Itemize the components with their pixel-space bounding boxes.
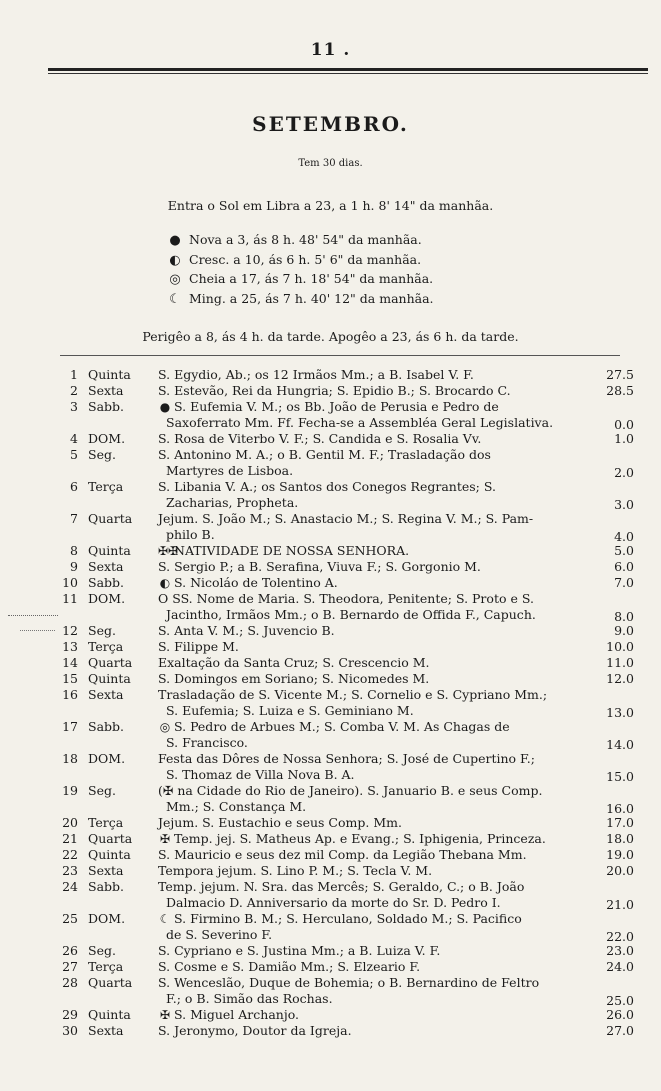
weekday: Seg.	[88, 623, 116, 638]
calendar-row	[0, 447, 661, 479]
weekday: Quarta	[88, 511, 133, 526]
calendar-days	[0, 367, 661, 1039]
description-line	[158, 431, 594, 447]
description-text: S. Estevão, Rei da Hungria; S. Epidio B.; S. Brocardo C.	[158, 383, 511, 398]
description-line	[158, 591, 594, 607]
description-text: Tempora jejum. S. Lino P. M.; S. Tecla V. M.	[158, 863, 433, 878]
calendar-row	[0, 831, 661, 847]
weekday: Quarta	[88, 975, 133, 990]
calendar-row	[0, 543, 661, 559]
description-line	[158, 543, 594, 559]
description-line	[158, 1023, 594, 1039]
day-number: 16	[62, 687, 78, 702]
description-line	[158, 575, 594, 591]
day-number: 19	[62, 783, 78, 798]
moon-age-value: 14.0	[606, 737, 634, 752]
day-number: 1	[70, 367, 78, 382]
description-line	[158, 927, 594, 943]
moon-age-value: 10.0	[606, 639, 634, 654]
day-number: 29	[62, 1007, 78, 1022]
calendar-row	[0, 559, 661, 575]
description-text: S. Egydio, Ab.; os 12 Irmãos Mm.; a B. Isabel V. F.	[158, 367, 474, 382]
weekday: Sexta	[88, 559, 124, 574]
weekday: Sexta	[88, 863, 124, 878]
day-number: 6	[70, 479, 78, 494]
moon-age-value: 7.0	[614, 575, 634, 590]
description-text: S. Sergio P.; a B. Serafina, Viuva F.; S. Gorgonio M.	[158, 559, 481, 574]
day-number: 7	[70, 511, 78, 526]
description-line	[158, 991, 594, 1007]
weekday: Sexta	[88, 383, 124, 398]
description-line	[158, 639, 594, 655]
description-line	[158, 687, 594, 703]
calendar-row	[0, 479, 661, 511]
saints-description	[158, 623, 594, 639]
description-text: Temp. jejum. N. Sra. das Mercês; S. Geraldo, C.; o B. João	[158, 879, 525, 894]
day-number: 17	[62, 719, 78, 734]
description-line	[158, 527, 594, 543]
calendar-row	[0, 655, 661, 671]
description-text: S. Miguel Archanjo.	[174, 1007, 299, 1022]
calendar-row	[0, 1023, 661, 1039]
day-number: 20	[62, 815, 78, 830]
saints-description	[158, 831, 594, 847]
saints-description	[158, 1007, 594, 1023]
weekday: Terça	[88, 815, 124, 830]
description-text: S. Firmino B. M.; S. Herculano, Soldado M.; S. Pacifico	[174, 911, 522, 926]
saints-description	[158, 559, 594, 575]
calendar-row	[0, 383, 661, 399]
moon-age-value: 8.0	[614, 609, 634, 624]
weekday: Quarta	[88, 655, 133, 670]
moon-age-value: 6.0	[614, 559, 634, 574]
saints-description	[158, 975, 594, 1007]
description-text: S. Francisco.	[166, 735, 248, 750]
description-line	[158, 367, 594, 383]
full-moon-icon: ◎	[169, 272, 181, 287]
weekday: Seg.	[88, 447, 116, 462]
description-text: philo B.	[166, 527, 215, 542]
description-text: S. Thomaz de Villa Nova B. A.	[166, 767, 355, 782]
weekday: Quinta	[88, 1007, 131, 1022]
description-line	[158, 975, 594, 991]
day-number: 5	[70, 447, 78, 462]
description-text: S. Mauricio e seus dez mil Comp. da Legião Thebana Mm.	[158, 847, 527, 862]
description-text: S. Libania V. A.; os Santos dos Conegos Regrantes; S.	[158, 479, 496, 494]
moon-age-value: 25.0	[606, 993, 634, 1008]
calendar-row	[0, 847, 661, 863]
saints-description	[158, 911, 594, 943]
description-line	[158, 895, 594, 911]
description-text: S. Anta V. M.; S. Juvencio B.	[158, 623, 335, 638]
calendar-row	[0, 591, 661, 623]
weekday: Terça	[88, 479, 124, 494]
calendar-row	[0, 367, 661, 383]
description-line	[158, 623, 594, 639]
description-line	[158, 735, 594, 751]
moon-age-value: 2.0	[614, 465, 634, 480]
description-line	[158, 847, 594, 863]
moon-phase-waning	[167, 291, 434, 311]
calendar-row	[0, 639, 661, 655]
moon-age-value: 24.0	[606, 959, 634, 974]
day-number: 22	[62, 847, 78, 862]
month-title: SETEMBRO.	[252, 112, 409, 136]
saints-description	[158, 959, 594, 975]
day-number: 4	[70, 431, 78, 446]
day-number: 21	[62, 831, 78, 846]
moon-age-value: 3.0	[614, 497, 634, 512]
description-line	[158, 879, 594, 895]
description-line	[158, 495, 594, 511]
moon-age-value: 0.0	[614, 417, 634, 432]
description-text: (✠ na Cidade do Rio de Janeiro). S. Januario B. e seus Comp.	[158, 783, 543, 798]
moon-age-value: 27.5	[606, 367, 634, 382]
description-text: Martyres de Lisboa.	[166, 463, 294, 478]
moon-age-value: 27.0	[606, 1023, 634, 1038]
description-line	[158, 463, 594, 479]
weekday: DOM.	[88, 591, 126, 606]
feast-icon: ✠✠	[158, 544, 179, 558]
weekday: Sexta	[88, 1023, 124, 1038]
description-text: Festa das Dôres de Nossa Senhora; S. José de Cupertino F.;	[158, 751, 535, 766]
description-text: S. Nicoláo de Tolentino A.	[174, 575, 338, 590]
saints-description	[158, 511, 594, 543]
day-number: 8	[70, 543, 78, 558]
last-quarter-icon: ☾	[169, 291, 181, 307]
description-text: Saxoferrato Mm. Ff. Fecha-se a Assembléa Geral Legislativa.	[166, 415, 554, 430]
section-divider	[60, 355, 620, 356]
description-text: Trasladação de S. Vicente M.; S. Cornelio e S. Cypriano Mm.;	[158, 687, 548, 702]
weekday: Quarta	[88, 831, 133, 846]
weekday: Seg.	[88, 943, 116, 958]
moon-age-value: 11.0	[606, 655, 634, 670]
calendar-row	[0, 687, 661, 719]
saints-description	[158, 575, 594, 591]
description-text: Dalmacio D. Anniversario da morte do Sr. D. Pedro I.	[166, 895, 501, 910]
calendar-row	[0, 943, 661, 959]
moon-age-value: 15.0	[606, 769, 634, 784]
description-line	[158, 959, 594, 975]
day-number: 27	[62, 959, 78, 974]
weekday: Terça	[88, 639, 124, 654]
description-text: Zacharias, Propheta.	[166, 495, 299, 510]
moon-phases	[167, 232, 434, 310]
weekday: Quinta	[88, 847, 131, 862]
description-text: Jejum. S. Eustachio e seus Comp. Mm.	[158, 815, 402, 830]
description-line	[158, 447, 594, 463]
description-line	[158, 831, 594, 847]
moon-age-value: 17.0	[606, 815, 634, 830]
moon-age-value: 5.0	[614, 543, 634, 558]
day-number: 25	[62, 911, 78, 926]
description-text: F.; o B. Simão das Rochas.	[166, 991, 333, 1006]
weekday: Sabb.	[88, 719, 124, 734]
moon-age-value: 28.5	[606, 383, 634, 398]
calendar-row	[0, 575, 661, 591]
weekday: DOM.	[88, 911, 126, 926]
description-line	[158, 799, 594, 815]
description-text: de S. Severino F.	[166, 927, 273, 942]
saints-description	[158, 383, 594, 399]
saints-description	[158, 655, 594, 671]
weekday: Sabb.	[88, 575, 124, 590]
description-line	[158, 415, 594, 431]
weekday: Sexta	[88, 687, 124, 702]
header-rule-thin	[48, 73, 648, 74]
saints-description	[158, 671, 594, 687]
header-rule-thick	[48, 68, 648, 71]
feast-icon: ✠	[159, 1008, 171, 1022]
saints-description	[158, 367, 594, 383]
calendar-row	[0, 671, 661, 687]
saints-description	[158, 943, 594, 959]
calendar-row	[0, 511, 661, 543]
description-line	[158, 703, 594, 719]
description-text: Jacintho, Irmãos Mm.; o B. Bernardo de Offida F., Capuch.	[166, 607, 536, 622]
description-text: Temp. jej. S. Matheus Ap. e Evang.; S. Iphigenia, Princeza.	[174, 831, 546, 846]
feast-icon: ◎	[159, 720, 171, 734]
description-line	[158, 767, 594, 783]
calendar-row	[0, 879, 661, 911]
weekday: Quinta	[88, 543, 131, 558]
description-line	[158, 479, 594, 495]
weekday: Terça	[88, 959, 124, 974]
description-line	[158, 911, 594, 927]
moon-age-value: 19.0	[606, 847, 634, 862]
day-number: 28	[62, 975, 78, 990]
calendar-row	[0, 719, 661, 751]
saints-description	[158, 815, 594, 831]
first-quarter-icon: ◐	[169, 252, 181, 268]
day-number: 26	[62, 943, 78, 958]
description-line	[158, 655, 594, 671]
day-number: 15	[62, 671, 78, 686]
day-number: 10	[62, 575, 78, 590]
description-line	[158, 719, 594, 735]
saints-description	[158, 751, 594, 783]
weekday: DOM.	[88, 751, 126, 766]
saints-description	[158, 687, 594, 719]
saints-description	[158, 479, 594, 511]
day-number: 2	[70, 383, 78, 398]
calendar-row	[0, 399, 661, 431]
description-line	[158, 783, 594, 799]
calendar-row	[0, 815, 661, 831]
new-moon-icon: ●	[169, 233, 181, 248]
day-number: 3	[70, 399, 78, 414]
days-count: Tem 30 dias.	[298, 158, 363, 169]
description-text: S. Domingos em Soriano; S. Nicomedes M.	[158, 671, 430, 686]
day-number: 14	[62, 655, 78, 670]
moon-age-value: 20.0	[606, 863, 634, 878]
description-line	[158, 1007, 594, 1023]
moon-age-value: 12.0	[606, 671, 634, 686]
moon-age-value: 21.0	[606, 897, 634, 912]
moon-age-value: 4.0	[614, 529, 634, 544]
weekday: Sabb.	[88, 399, 124, 414]
description-text: Jejum. S. João M.; S. Anastacio M.; S. Regina V. M.; S. Pam-	[158, 511, 534, 526]
description-text: Mm.; S. Constança M.	[166, 799, 307, 814]
moon-phase-text: Cheia a 17, ás 7 h. 18' 54" da manhãa.	[189, 271, 434, 286]
description-line	[158, 399, 594, 415]
feast-icon: ☾	[159, 912, 171, 926]
moon-phase-full	[167, 271, 434, 291]
feast-icon: ✠	[159, 832, 171, 846]
calendar-row	[0, 959, 661, 975]
saints-description	[158, 879, 594, 911]
moon-age-value: 16.0	[606, 801, 634, 816]
calendar-row	[0, 1007, 661, 1023]
weekday: Seg.	[88, 783, 116, 798]
sun-entry: Entra o Sol em Libra a 23, a 1 h. 8' 14" da manhãa.	[167, 198, 494, 213]
moon-phase-text: Nova a 3, ás 8 h. 48' 54" da manhãa.	[189, 232, 422, 247]
moon-phase-text: Ming. a 25, ás 7 h. 40' 12" da manhãa.	[189, 290, 434, 306]
calendar-row	[0, 751, 661, 783]
description-text: S. Rosa de Viterbo V. F.; S. Candida e S. Rosalia Vv.	[158, 431, 482, 446]
description-text: O SS. Nome de Maria. S. Theodora, Penitente; S. Proto e S.	[158, 591, 534, 606]
day-number: 13	[62, 639, 78, 654]
moon-age-value: 13.0	[606, 705, 634, 720]
feast-icon: ●	[159, 400, 171, 414]
description-line	[158, 863, 594, 879]
day-number: 12	[62, 623, 78, 638]
description-line	[158, 815, 594, 831]
description-text: S. Jeronymo, Doutor da Igreja.	[158, 1023, 352, 1038]
description-line	[158, 751, 594, 767]
day-number: 11	[62, 591, 78, 606]
day-number: 18	[62, 751, 78, 766]
saints-description	[158, 591, 594, 623]
calendar-row	[0, 623, 661, 639]
saints-description	[158, 431, 594, 447]
description-line	[158, 671, 594, 687]
description-line	[158, 559, 594, 575]
description-text: NATIVIDADE DE NOSSA SENHORA.	[174, 543, 410, 558]
description-text: S. Eufemia V. M.; os Bb. João de Perusia e Pedro de	[174, 399, 499, 414]
description-text: S. Cypriano e S. Justina Mm.; a B. Luiza V. F.	[158, 943, 441, 958]
description-line	[158, 607, 594, 623]
moon-age-value: 23.0	[606, 943, 634, 958]
description-line	[158, 383, 594, 399]
perigee-apogee: Perigêo a 8, ás 4 h. da tarde. Apogêo a 23, ás 6 h. da tarde.	[142, 329, 519, 344]
feast-icon: ◐	[159, 576, 171, 590]
saints-description	[158, 543, 594, 559]
weekday: Quinta	[88, 367, 131, 382]
description-text: S. Antonino M. A.; o B. Gentil M. F.; Trasladação dos	[158, 447, 491, 462]
moon-age-value: 26.0	[606, 1007, 634, 1022]
saints-description	[158, 1023, 594, 1039]
calendar-row	[0, 975, 661, 1007]
moon-phase-new	[167, 232, 434, 252]
description-text: Exaltação da Santa Cruz; S. Crescencio M.	[158, 655, 430, 670]
calendar-row	[0, 911, 661, 943]
saints-description	[158, 847, 594, 863]
day-number: 23	[62, 863, 78, 878]
saints-description	[158, 639, 594, 655]
weekday: Sabb.	[88, 879, 124, 894]
calendar-row	[0, 783, 661, 815]
calendar-row	[0, 431, 661, 447]
description-text: S. Cosme e S. Damião Mm.; S. Elzeario F.	[158, 959, 421, 974]
description-text: S. Wenceslão, Duque de Bohemia; o B. Bernardino de Feltro	[158, 975, 540, 990]
description-line	[158, 943, 594, 959]
description-line	[158, 511, 594, 527]
day-number: 24	[62, 879, 78, 894]
weekday: Quinta	[88, 671, 131, 686]
moon-age-value: 1.0	[614, 431, 634, 446]
description-text: S. Filippe M.	[158, 639, 239, 654]
saints-description	[158, 399, 594, 431]
saints-description	[158, 447, 594, 479]
moon-age-value: 9.0	[614, 623, 634, 638]
saints-description	[158, 863, 594, 879]
moon-phase-crescent	[167, 252, 434, 272]
moon-phase-text: Cresc. a 10, ás 6 h. 5' 6" da manhãa.	[189, 251, 422, 267]
moon-age-value: 22.0	[606, 929, 634, 944]
page-number: 11 .	[310, 40, 351, 60]
saints-description	[158, 719, 594, 751]
description-text: S. Pedro de Arbues M.; S. Comba V. M. As Chagas de	[174, 719, 510, 734]
weekday: DOM.	[88, 431, 126, 446]
calendar-row	[0, 863, 661, 879]
day-number: 9	[70, 559, 78, 574]
description-text: S. Eufemia; S. Luiza e S. Geminiano M.	[166, 703, 414, 718]
moon-age-value: 18.0	[606, 831, 634, 846]
day-number: 30	[62, 1023, 78, 1038]
saints-description	[158, 783, 594, 815]
